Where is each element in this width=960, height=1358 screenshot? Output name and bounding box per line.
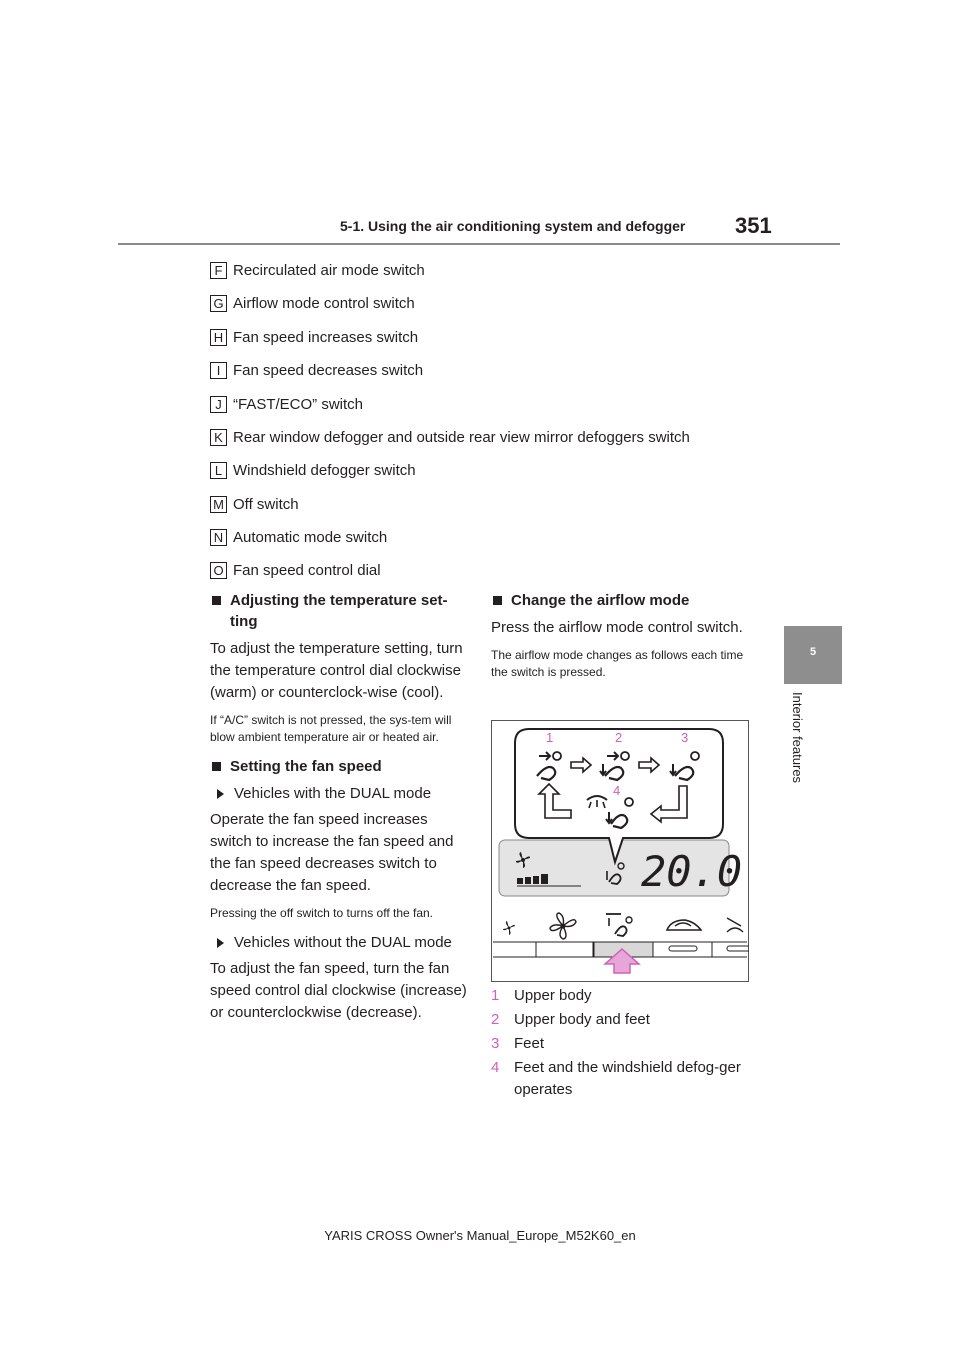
mode-item — [491, 985, 751, 1007]
manual-footer: YARIS CROSS Owner's Manual_Europe_M52K60_en — [324, 1228, 636, 1243]
label-text: Airflow mode control switch — [233, 294, 415, 312]
right-column — [491, 590, 751, 691]
label-text: Fan speed control dial — [233, 561, 381, 579]
label-item — [210, 260, 425, 280]
triangle-bullet — [217, 938, 224, 948]
chapter-label: Interior features — [790, 692, 805, 784]
dual-mode-body: Operate the fan speed increases switch to increase the fan speed and the fan speed decreases switch to decrease the fan speed. — [210, 811, 454, 894]
airflow-body: Press the airflow mode control switch. — [491, 619, 743, 636]
label-key: O — [210, 562, 227, 579]
airflow-heading-text: Change the airflow mode — [511, 592, 690, 609]
label-key: K — [210, 429, 227, 446]
label-item — [210, 527, 387, 547]
mode-text: Upper body and feet — [514, 1011, 650, 1028]
heading-marker — [212, 762, 221, 771]
label-item — [210, 293, 415, 313]
mode-text: Feet — [514, 1035, 545, 1052]
chapter-number: 5 — [809, 646, 817, 658]
label-key: F — [210, 262, 227, 279]
mode-text: Upper body — [514, 987, 592, 1004]
label-key: J — [210, 396, 227, 413]
page-number: 351 — [735, 213, 772, 238]
airflow-note: The airflow mode changes as follows each time the switch is pressed. — [491, 648, 744, 679]
triangle-bullet — [217, 789, 224, 799]
label-key: L — [210, 462, 227, 479]
label-item — [210, 494, 299, 514]
label-item — [210, 327, 418, 347]
label-text: Automatic mode switch — [233, 528, 388, 546]
label-item — [210, 560, 381, 580]
label-text: Off switch — [233, 495, 299, 513]
section-title: 5-1. Using the air conditioning system and defogger — [340, 218, 686, 234]
label-key: M — [210, 496, 227, 513]
label-item — [210, 460, 416, 480]
no-dual-mode-subheading — [210, 932, 470, 954]
label-text: Windshield defogger switch — [233, 461, 416, 479]
label-text: Rear window defogger and outside rear view mirror defoggers switch — [233, 428, 690, 446]
temperature-body: To adjust the temperature setting, turn the temperature control dial clockwise (warm) or counterclock-wise (cool). — [210, 640, 463, 701]
temperature-heading — [210, 590, 470, 632]
airflow-mode-figure — [491, 720, 749, 982]
label-key: N — [210, 529, 227, 546]
mode-item — [491, 1057, 751, 1101]
header-rule — [118, 243, 840, 245]
temperature-heading-text: Adjusting the temperature set-ting — [230, 592, 448, 630]
left-column — [210, 590, 470, 1032]
heading-marker — [493, 596, 502, 605]
label-key: G — [210, 295, 227, 312]
label-item — [210, 427, 690, 447]
temperature-note: If “A/C” switch is not pressed, the sys-tem will blow ambient temperature air or heated air. — [210, 713, 452, 744]
label-item — [210, 394, 363, 414]
dual-mode-subheading — [210, 783, 470, 805]
fan-heading-text: Setting the fan speed — [230, 758, 382, 775]
mode-list — [491, 985, 751, 1103]
mode-number: 4 — [491, 1059, 500, 1076]
mode-number: 2 — [491, 1011, 500, 1028]
label-text: “FAST/ECO” switch — [233, 395, 364, 413]
label-text: Recirculated air mode switch — [233, 261, 425, 279]
step-label-4: 4 — [613, 783, 621, 798]
mode-number: 3 — [491, 1035, 500, 1052]
step-label-1: 1 — [546, 730, 554, 745]
mode-number: 1 — [491, 987, 500, 1004]
dual-mode-subheading-text: Vehicles with the DUAL mode — [234, 785, 432, 802]
label-key: I — [210, 362, 227, 379]
step-label-3: 3 — [681, 730, 689, 745]
temperature-readout: 20.0 — [641, 847, 743, 896]
step-label-2: 2 — [615, 730, 623, 745]
no-dual-mode-body: To adjust the fan speed, turn the fan speed control dial clockwise (increase) or counterclockwise (decrease). — [210, 960, 467, 1021]
label-text: Fan speed increases switch — [233, 328, 419, 346]
heading-marker — [212, 596, 221, 605]
mode-item — [491, 1009, 751, 1031]
mode-text: Feet and the windshield defog-ger operates — [514, 1059, 741, 1098]
fan-heading — [210, 756, 470, 777]
airflow-heading — [491, 590, 751, 611]
label-text: Fan speed decreases switch — [233, 361, 424, 379]
no-dual-mode-subheading-text: Vehicles without the DUAL mode — [234, 934, 452, 951]
dual-mode-note: Pressing the off switch to turns off the fan. — [210, 906, 434, 920]
label-key: H — [210, 329, 227, 346]
label-item — [210, 360, 423, 380]
mode-item — [491, 1033, 751, 1055]
